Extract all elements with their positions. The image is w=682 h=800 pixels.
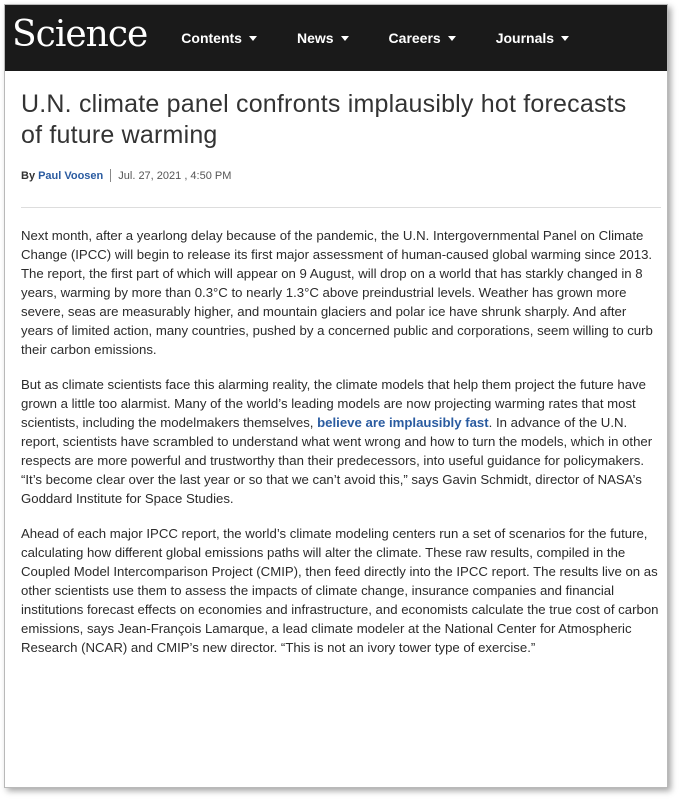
author-link[interactable]: Paul Voosen (38, 169, 104, 182)
nav-news[interactable] (297, 30, 349, 46)
nav-careers-label: Careers (388, 30, 441, 46)
paragraph-3: Ahead of each major IPCC report, the world’s climate modeling centers run a set of scenarios for the future, calculating how different global emissions paths will alter the climate. These raw results, compiled in the Coupled Model Intercomparison Project (CMIP), then feed directly into the IPCC report. The results live on as other scientists use them to assess the impacts of climate change, insurance companies and financial institutions forecast effects on economies and infrastructure, and economists calculate the true cost of carbon emissions, says Jean-François Lamarque, a lead climate modeler at the National Center for Atmospheric Research (NCAR) and CMIP’s new director. “This is not an ivory tower type of exercise.” (21, 526, 659, 655)
paragraph-2-text-a: But as climate scientists face this alarming reality, the climate models that help them project the future have grown a little too alarmist. Many of the world’s leading models are now projecting warming rates that most scientists, including the modelmakers themselves, (21, 377, 646, 430)
nav-contents[interactable] (181, 30, 257, 46)
header-divider (21, 207, 661, 208)
paragraph-2-text-b: . In advance of the U.N. report, scientists have scrambled to understand what went wrong and how to turn the models, which in other respects are more powerful and trustworthy than their predecessors, into useful guidance for policymakers. “It’s become clear over the last year or so that we can’t avoid this,” says Gavin Schmidt, director of NASA’s Goddard Institute for Space Studies. (21, 415, 653, 506)
article-byline (21, 169, 651, 182)
publish-date: Jul. 27, 2021 , 4:50 PM (118, 169, 232, 182)
nav-news-label: News (296, 30, 334, 46)
article-headline: U.N. climate panel confronts implausibly hot forecasts of future warming (21, 90, 627, 149)
nav-journals[interactable] (496, 30, 569, 46)
nav-journals-label: Journals (495, 30, 555, 46)
top-navbar (5, 5, 667, 71)
chevron-down-icon (448, 36, 456, 41)
byline-prefix: By (21, 169, 36, 182)
implausibly-fast-link[interactable]: believe are implausibly fast (317, 415, 489, 430)
article-body (21, 226, 661, 657)
paragraph-2 (21, 375, 661, 508)
page-frame (4, 4, 668, 788)
chevron-down-icon (341, 36, 349, 41)
paragraph-1: Next month, after a yearlong delay because of the pandemic, the U.N. Intergovernmental Panel on Climate Change (IPCC) will begin to release its first major assessment of human-caused global warming since 2013. The report, the first part of which will appear on 9 August, will drop on a world that has starkly changed in 8 years, warming by more than 0.3°C to nearly 1.3°C above preindustrial levels. Weather has grown more severe, seas are measurably higher, and mountain glaciers and polar ice have shrunk sharply. And after years of limited action, many countries, pushed by a concerned public and corporations, seem willing to curb their carbon emissions. (21, 228, 653, 357)
nav-careers[interactable] (389, 30, 456, 46)
chevron-down-icon (561, 36, 569, 41)
science-logo[interactable]: Science (12, 14, 148, 55)
byline-divider (110, 169, 111, 182)
chevron-down-icon (249, 36, 257, 41)
nav-contents-label: Contents (181, 30, 242, 46)
